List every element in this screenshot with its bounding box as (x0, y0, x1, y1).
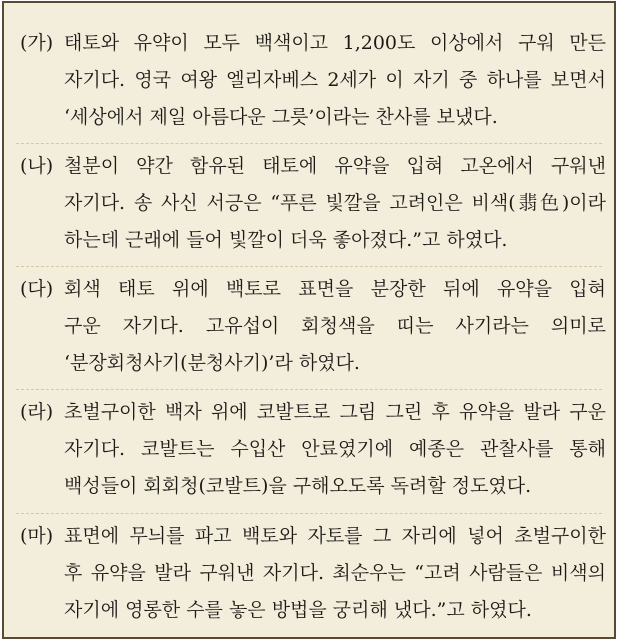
item-text: 자기에 영롱한 수를 놓은 방법을 궁리해 냈다.”고 하였다. (64, 599, 532, 621)
item-text: 자기다. 송 사신 서긍은 “푸른 빛깔을 고려인은 비색(翡色)이라 (64, 192, 606, 214)
item-text: 백성들이 회회청(코발트)을 구해오도록 독려할 정도였다. (64, 475, 532, 497)
item-text: 자기다. 코발트는 수입산 안료였기에 예종은 관찰사를 통해 (64, 438, 606, 460)
item-marker: (다) (20, 278, 54, 300)
item-line (20, 394, 606, 431)
item-line (20, 222, 606, 259)
item-line (20, 468, 606, 505)
item-line (20, 555, 606, 592)
item-text: 초벌구이한 백자 위에 코발트로 그림 그린 후 유약을 발라 구운 (64, 401, 606, 423)
item-text: 구운 자기다. 고유섭이 회청색을 띠는 사기라는 의미로 (64, 315, 606, 337)
item-line (20, 25, 606, 62)
item-ma (20, 518, 606, 629)
item-marker: (마) (20, 525, 54, 547)
item-marker: (라) (20, 401, 54, 423)
item-line (20, 518, 606, 555)
item-na (20, 148, 606, 259)
divider (16, 143, 602, 144)
description-panel (2, 1, 616, 639)
item-marker: (나) (20, 155, 54, 177)
item-text: 회색 태토 위에 백토로 표면을 분장한 뒤에 유약을 입혀 (64, 278, 606, 300)
item-marker: (가) (20, 32, 54, 54)
item-text: 철분이 약간 함유된 태토에 유약을 입혀 고온에서 구워낸 (64, 155, 606, 177)
item-line (20, 345, 606, 382)
item-line (20, 271, 606, 308)
divider (16, 513, 602, 514)
item-text: 자기다. 영국 여왕 엘리자베스 2세가 이 자기 중 하나를 보면서 (64, 69, 606, 91)
item-da (20, 271, 606, 382)
item-line (20, 62, 606, 99)
item-text: 후 유약을 발라 구워낸 자기다. 최순우는 “고려 사람들은 비색의 (64, 562, 606, 584)
item-line (20, 431, 606, 468)
item-ra (20, 394, 606, 505)
item-text: 하는데 근래에 들어 빛깔이 더욱 좋아졌다.”고 하였다. (64, 229, 508, 251)
item-line (20, 148, 606, 185)
item-line (20, 185, 606, 222)
item-line (20, 99, 606, 136)
divider (16, 389, 602, 390)
item-text: 표면에 무늬를 파고 백토와 자토를 그 자리에 넣어 초벌구이한 (64, 525, 606, 547)
divider (16, 266, 602, 267)
item-text: 태토와 유약이 모두 백색이고 1,200도 이상에서 구워 만든 (64, 32, 606, 54)
item-ga (20, 25, 606, 136)
item-text: ‘세상에서 제일 아름다운 그릇’이라는 찬사를 보냈다. (64, 106, 498, 128)
item-text: ‘분장회청사기(분청사기)’라 하였다. (64, 352, 360, 374)
item-line (20, 592, 606, 629)
item-line (20, 308, 606, 345)
